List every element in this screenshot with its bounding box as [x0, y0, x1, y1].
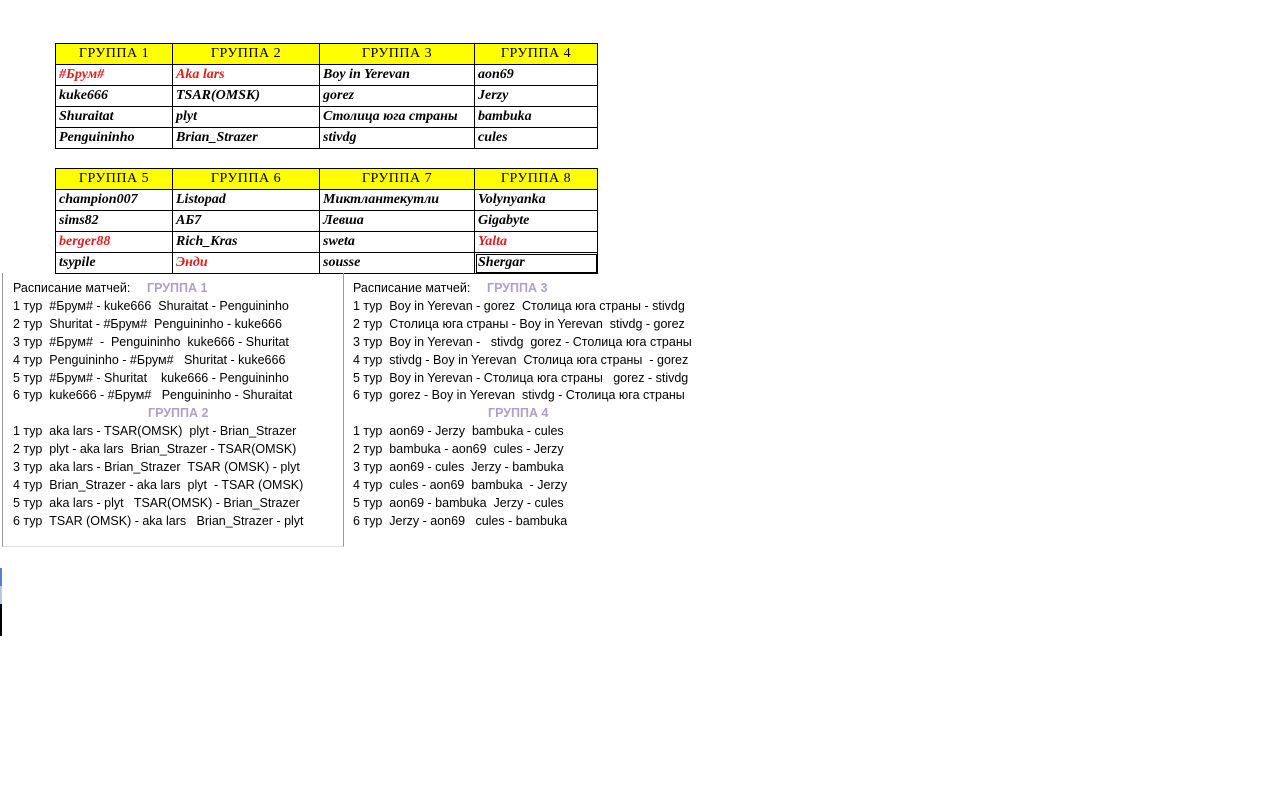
player-cell[interactable]: Миктлантекутли	[320, 190, 475, 211]
schedule-line: 6 тур kuke666 - #Брум# Penguininho - Shuraitat	[13, 388, 293, 402]
player-cell[interactable]: bambuka	[475, 107, 598, 128]
player-cell[interactable]: Volynyanka	[475, 190, 598, 211]
schedule-line: 6 тур gorez - Boy in Yerevan stivdg - Столица юга страны	[353, 388, 685, 402]
schedule-line: 4 тур Brian_Strazer - aka lars plyt - TSAR (OMSK)	[13, 478, 304, 492]
selection-edge-marker	[0, 568, 2, 586]
player-cell[interactable]: Gigabyte	[475, 211, 598, 232]
schedule-line: 2 тур Shuritat - #Брум# Penguininho - kuke666	[13, 317, 282, 331]
schedule-line: 1 тур Boy in Yerevan - gorez Столица юга страны - stivdg	[353, 299, 685, 313]
group-label: ГРУППА 2	[148, 406, 209, 420]
selected-cell[interactable]: Shergar	[475, 253, 598, 274]
player-cell[interactable]: kuke666	[56, 86, 173, 107]
cursor-edge-marker	[0, 604, 2, 636]
schedule-line: 3 тур aon69 - cules Jerzy - bambuka	[353, 460, 564, 474]
player-cell[interactable]: Brian_Strazer	[173, 128, 320, 149]
player-cell[interactable]: Boy in Yerevan	[320, 65, 475, 86]
group-header[interactable]: ГРУППА 2	[173, 44, 320, 65]
schedule-title: Расписание матчей:	[13, 281, 131, 295]
player-cell[interactable]: Столица юга страны	[320, 107, 475, 128]
player-cell[interactable]: Aka lars	[173, 65, 320, 86]
player-cell[interactable]: Энди	[173, 253, 320, 274]
table-row	[56, 86, 598, 107]
table-row	[56, 107, 598, 128]
schedule-title: Расписание матчей:	[353, 281, 471, 295]
group-header[interactable]: ГРУППА 3	[320, 44, 475, 65]
table-row	[56, 65, 598, 86]
schedule-line: 5 тур Boy in Yerevan - Столица юга страны gorez - stivdg	[353, 371, 689, 385]
groups-table-1	[55, 43, 598, 149]
schedule-line: 5 тур #Брум# - Shuritat kuke666 - Penguininho	[13, 371, 289, 385]
schedule-textbox-left[interactable]	[2, 273, 344, 547]
player-cell[interactable]: Penguininho	[56, 128, 173, 149]
table-row	[56, 211, 598, 232]
schedule-line: 4 тур cules - aon69 bambuka - Jerzy	[353, 478, 568, 492]
player-cell[interactable]: Listopad	[173, 190, 320, 211]
group-label: ГРУППА 3	[487, 281, 548, 295]
schedule-line: 2 тур Столица юга страны - Boy in Yerevan stivdg - gorez	[353, 317, 685, 331]
schedule-line: 5 тур aka lars - plyt TSAR(OMSK) - Brian_Strazer	[13, 496, 300, 510]
schedule-line: 6 тур Jerzy - aon69 cules - bambuka	[353, 514, 568, 528]
player-cell[interactable]: TSAR(OMSK)	[173, 86, 320, 107]
groups-table-2	[55, 168, 598, 274]
group-header[interactable]: ГРУППА 7	[320, 169, 475, 190]
schedule-line: 1 тур aon69 - Jerzy bambuka - cules	[353, 424, 564, 438]
player-cell[interactable]: Jerzy	[475, 86, 598, 107]
schedule-line: 3 тур aka lars - Brian_Strazer TSAR (OMSK) - plyt	[13, 460, 300, 474]
player-cell[interactable]: plyt	[173, 107, 320, 128]
schedule-textbox-right[interactable]	[343, 273, 713, 546]
schedule-line: 1 тур aka lars - TSAR(OMSK) plyt - Brian_Strazer	[13, 424, 297, 438]
group-header[interactable]: ГРУППА 8	[475, 169, 598, 190]
group-label: ГРУППА 1	[147, 281, 208, 295]
schedule-line: 1 тур #Брум# - kuke666 Shuraitat - Penguininho	[13, 299, 289, 313]
player-cell[interactable]: berger88	[56, 232, 173, 253]
schedule-line: 2 тур bambuka - aon69 cules - Jerzy	[353, 442, 564, 456]
table-row	[56, 128, 598, 149]
table-row	[56, 232, 598, 253]
player-cell[interactable]: sims82	[56, 211, 173, 232]
player-cell[interactable]: Левша	[320, 211, 475, 232]
group-header[interactable]: ГРУППА 5	[56, 169, 173, 190]
schedule-line: 5 тур aon69 - bambuka Jerzy - cules	[353, 496, 564, 510]
group-label: ГРУППА 4	[488, 406, 549, 420]
player-cell[interactable]: stivdg	[320, 128, 475, 149]
player-cell[interactable]: aon69	[475, 65, 598, 86]
schedule-line: 2 тур plyt - aka lars Brian_Strazer - TSAR(OMSK)	[13, 442, 297, 456]
player-cell[interactable]: Rich_Kras	[173, 232, 320, 253]
player-cell[interactable]: tsypile	[56, 253, 173, 274]
group-header[interactable]: ГРУППА 6	[173, 169, 320, 190]
player-cell[interactable]: Shuraitat	[56, 107, 173, 128]
player-cell[interactable]: gorez	[320, 86, 475, 107]
player-cell[interactable]: cules	[475, 128, 598, 149]
table-header-row	[56, 44, 598, 65]
group-header[interactable]: ГРУППА 4	[475, 44, 598, 65]
player-cell[interactable]: АБ7	[173, 211, 320, 232]
player-cell[interactable]: sousse	[320, 253, 475, 274]
player-cell[interactable]: Yalta	[475, 232, 598, 253]
table-header-row	[56, 169, 598, 190]
player-cell[interactable]: champion007	[56, 190, 173, 211]
schedule-line: 4 тур stivdg - Boy in Yerevan Столица юга страны - gorez	[353, 353, 689, 367]
schedule-line: 3 тур Boy in Yerevan - stivdg gorez - Столица юга страны	[353, 335, 692, 349]
player-cell[interactable]: sweta	[320, 232, 475, 253]
group-header[interactable]: ГРУППА 1	[56, 44, 173, 65]
schedule-line: 4 тур Penguininho - #Брум# Shuritat - kuke666	[13, 353, 286, 367]
table-row	[56, 190, 598, 211]
player-cell[interactable]: #Брум#	[56, 65, 173, 86]
schedule-line: 6 тур TSAR (OMSK) - aka lars Brian_Strazer - plyt	[13, 514, 304, 528]
selection-edge-marker	[0, 586, 2, 604]
schedule-line: 3 тур #Брум# - Penguininho kuke666 - Shuritat	[13, 335, 289, 349]
table-row	[56, 253, 598, 274]
